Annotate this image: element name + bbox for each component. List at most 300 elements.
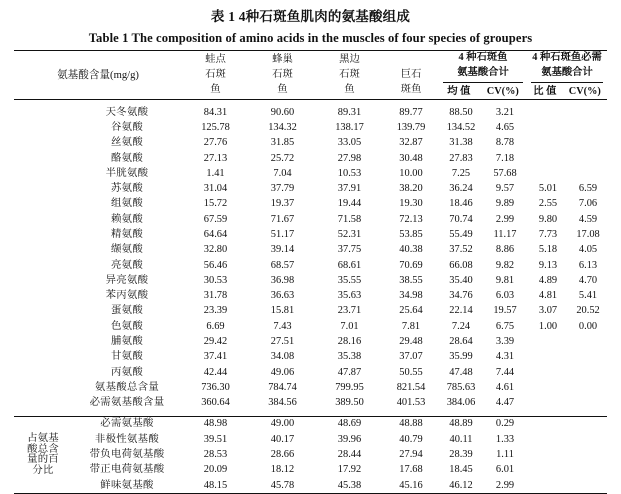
cell-value: 9.81 [495,274,515,286]
cell-value: 46.12 [449,479,473,491]
cell-value: 40.11 [449,433,473,445]
cell-value: 37.07 [399,351,423,363]
cell-value: 8.86 [495,244,515,256]
group-essential-subheaders [527,84,607,100]
cell-value: 68.61 [337,259,362,271]
cell-value [527,416,569,432]
cell-value: 5.18 [538,244,558,256]
cell-value [527,463,569,478]
species-3-line1: 黑边 [339,53,360,65]
cell-value: 19.30 [399,198,423,210]
caption-line: 酸总含 [27,443,59,455]
species-2-line3: 鱼 [277,83,288,95]
cell-value: 89.31 [337,106,362,118]
cell-value: 27.98 [337,152,362,164]
percent-row-name: 必需氨基酸 [100,418,154,430]
cell-value: 389.50 [335,397,364,409]
table-row [14,432,607,447]
cell-value: 70.69 [399,259,423,271]
percent-row-name: 非极性氨基酸 [94,433,160,445]
cell-value: 38.20 [399,183,423,195]
cell-value: 31.38 [449,137,473,149]
cell-value: 9.13 [538,259,558,271]
row-indent-cell [14,258,72,273]
cell-value: 9.89 [495,198,515,210]
cell-value: 36.24 [449,183,473,195]
cell-value: 9.82 [495,259,515,271]
table-row [14,197,607,212]
cell-value: 45.38 [337,479,362,491]
amino-acid-name: 苏氨酸 [110,183,144,195]
cell-value [569,380,607,395]
cell-value: 51.17 [270,229,295,241]
amino-acid-name: 丙氨酸 [110,366,144,378]
cell-value: 47.87 [337,366,362,378]
species-1-line1: 蛙点 [205,53,226,65]
species-1-line3: 鱼 [210,83,221,95]
table-row [14,319,607,334]
cell-value: 45.78 [270,479,295,491]
row-indent-cell [14,151,72,166]
cell-value: 29.42 [203,336,228,348]
cell-value: 35.38 [337,351,362,363]
amino-acid-name: 丝氨酸 [110,137,144,149]
row-indent-cell [14,335,72,350]
cell-value [569,136,607,151]
cell-value: 37.75 [337,244,362,256]
cell-value [527,380,569,395]
cell-value: 89.77 [399,106,423,118]
cell-value: 8.78 [495,137,515,149]
table-header [14,50,607,99]
caption-line: 量的百 [27,454,59,466]
cell-value [527,136,569,151]
cell-value: 9.80 [538,213,558,225]
cell-value: 7.43 [273,320,292,332]
cell-value: 31.04 [203,183,228,195]
cell-value [569,478,607,494]
table-row [14,416,607,432]
cell-value: 7.24 [451,320,471,332]
cell-value: 48.98 [203,418,228,430]
cell-value: 384.06 [446,397,476,409]
table-row [14,478,607,494]
cell-value: 47.48 [449,366,473,378]
cell-value: 0.00 [578,320,598,332]
amino-acid-name: 半胱氨酸 [105,167,149,179]
cell-value: 6.01 [495,464,515,476]
cell-value: 6.75 [495,320,515,332]
cell-value: 34.76 [449,290,473,302]
table-row [14,212,607,227]
cell-value: 42.44 [203,366,228,378]
cell-value: 4.81 [538,290,558,302]
cell-value [569,105,607,120]
table-row [14,380,607,395]
table-row [14,228,607,243]
cell-value: 4.47 [495,397,515,409]
cell-value [569,335,607,350]
cell-value: 57.68 [493,167,517,179]
cell-value: 37.79 [270,183,295,195]
row-indent-cell [14,365,72,380]
amino-acid-composition-table [14,50,607,494]
cell-value: 53.85 [399,229,423,241]
cell-value: 4.65 [495,122,515,134]
cell-value: 40.79 [399,433,423,445]
row-indent-cell [14,121,72,136]
species-3-line3: 鱼 [344,83,355,95]
cell-value [527,396,569,411]
cell-value: 138.17 [335,122,364,134]
species-4-line1: 巨石 [400,68,422,80]
cell-value: 799.95 [335,381,364,393]
cell-value: 4.59 [578,213,598,225]
cell-value [569,166,607,181]
species-3-line2: 石斑 [339,68,360,80]
amino-acid-name: 组氨酸 [110,198,144,210]
cell-value: 23.71 [337,305,362,317]
amino-acid-name: 酪氨酸 [110,152,144,164]
cell-value: 4.31 [495,351,515,363]
cell-value: 7.44 [495,366,515,378]
header-species-3 [316,50,383,99]
table-title-chinese: 表 1 4种石斑鱼肌肉的氨基酸组成 [210,9,411,24]
row-indent-cell [14,289,72,304]
row-indent-cell [14,396,72,411]
subheader-mean: 均 值 [447,85,471,97]
amino-acid-name: 脯氨酸 [110,336,144,348]
cell-value: 29.48 [399,336,423,348]
cell-value: 35.63 [337,290,362,302]
row-indent-cell [14,350,72,365]
table-row [14,166,607,181]
cell-value: 25.72 [270,152,295,164]
cell-value: 18.45 [449,464,473,476]
cell-value: 28.16 [337,336,362,348]
cell-value: 4.05 [578,244,598,256]
cell-value: 20.09 [203,464,228,476]
table-row [14,105,607,120]
row-indent-cell [14,166,72,181]
header-row [14,50,607,99]
cell-value: 49.00 [270,418,295,430]
cell-value: 7.18 [495,152,515,164]
cell-value: 68.57 [270,259,295,271]
cell-value: 1.00 [538,320,558,332]
cell-value: 18.12 [270,464,295,476]
cell-value [527,432,569,447]
cell-value: 27.94 [399,448,423,460]
cell-value: 72.13 [399,213,423,225]
cell-value [527,151,569,166]
cell-value: 48.89 [449,418,473,430]
cell-value: 6.69 [206,320,225,332]
cell-value: 2.99 [495,479,515,491]
cell-value [527,105,569,120]
cell-value: 360.64 [201,397,230,409]
cell-value [527,448,569,463]
cell-value: 0.29 [495,418,515,430]
row-indent-cell [14,228,72,243]
cell-value: 4.89 [538,274,558,286]
percent-row-name: 鲜味氨基酸 [100,479,154,491]
cell-value: 7.06 [578,198,598,210]
cell-value: 134.32 [268,122,297,134]
cell-value: 27.51 [270,336,295,348]
header-amino-acid-content: 氨基酸含量(mg/g) [57,69,139,81]
cell-value [569,448,607,463]
cell-value [569,432,607,447]
cell-value: 401.53 [396,397,426,409]
percent-section-caption [14,416,72,493]
amino-acid-name: 必需氨基酸含量 [89,397,165,409]
row-indent-cell [14,197,72,212]
table-title-english: Table 1 The composition of amino acids in the muscles of four species of groupers [88,30,533,45]
cell-value: 36.98 [270,274,295,286]
table-row [14,463,607,478]
amino-acid-name: 色氨酸 [110,320,144,332]
cell-value: 7.04 [273,167,292,179]
header-group-total [439,50,527,99]
cell-value [527,365,569,380]
cell-value: 9.57 [495,183,515,195]
cell-value: 4.70 [578,274,598,286]
cell-value: 4.61 [495,381,515,393]
cell-value: 6.03 [495,290,515,302]
group-essential-line1: 4 种石斑鱼必需 [532,51,602,63]
cell-value [569,121,607,136]
table-body-main [14,100,607,417]
cell-value: 384.56 [268,397,297,409]
cell-value: 15.72 [203,198,228,210]
cell-value: 30.53 [203,274,228,286]
cell-value: 39.51 [203,433,228,445]
cell-value: 17.92 [337,464,362,476]
percent-row-name: 带正电荷氨基酸 [89,464,165,476]
table-body-percent [14,416,607,493]
cell-value: 19.44 [337,198,362,210]
amino-acid-name: 氨基酸总含量 [94,381,160,393]
cell-value: 27.13 [203,152,228,164]
row-indent-cell [14,136,72,151]
cell-value: 33.05 [337,137,362,149]
cell-value: 28.53 [203,448,228,460]
cell-value: 17.08 [576,229,600,241]
cell-value: 28.66 [270,448,295,460]
cell-value: 37.41 [203,351,228,363]
cell-value: 6.13 [578,259,598,271]
cell-value: 15.81 [270,305,295,317]
cell-value: 2.55 [538,198,558,210]
cell-value: 28.39 [449,448,473,460]
row-indent-cell [14,273,72,288]
cell-value: 37.52 [449,244,473,256]
table-row [14,304,607,319]
caption-line: 占氨基 [27,433,59,445]
row-indent-cell [14,380,72,395]
cell-value: 1.41 [206,167,225,179]
cell-value: 64.64 [203,229,228,241]
cell-value: 66.08 [449,259,473,271]
species-1-line2: 石斑 [205,68,226,80]
cell-value: 27.76 [203,137,228,149]
cell-value: 71.58 [337,213,362,225]
cell-value: 67.59 [203,213,228,225]
cell-value: 39.14 [270,244,295,256]
cell-value: 28.64 [449,336,473,348]
cell-value: 7.81 [401,320,421,332]
table-row [14,258,607,273]
amino-acid-name: 赖氨酸 [110,213,144,225]
cell-value: 70.74 [449,213,473,225]
cell-value: 2.99 [495,213,515,225]
species-4-line2: 斑鱼 [400,83,422,95]
group-total-line2: 氨基酸合计 [443,66,523,83]
amino-acid-name: 谷氨酸 [110,122,144,134]
cell-value [569,396,607,411]
table-row [14,335,607,350]
table-row [14,182,607,197]
cell-value: 84.31 [203,106,228,118]
cell-value [527,166,569,181]
cell-value [527,350,569,365]
cell-value: 784.74 [268,381,297,393]
header-species-1 [182,50,249,99]
cell-value [569,463,607,478]
table-row [14,121,607,136]
amino-acid-name: 天冬氨酸 [105,106,149,118]
cell-value: 11.17 [493,229,517,241]
species-2-line1: 蜂巢 [272,53,293,65]
cell-value [569,350,607,365]
row-indent-cell [14,212,72,227]
cell-value: 50.55 [399,366,423,378]
cell-value [569,365,607,380]
cell-value: 88.50 [449,106,473,118]
cell-value: 35.99 [449,351,473,363]
cell-value: 6.59 [578,183,598,195]
percent-row-name: 带负电荷氨基酸 [89,448,165,460]
cell-value: 32.80 [203,244,228,256]
cell-value: 3.39 [495,336,515,348]
table-row [14,151,607,166]
cell-value: 34.08 [270,351,295,363]
cell-value: 3.07 [538,305,558,317]
cell-value: 18.46 [449,198,473,210]
cell-value: 45.16 [399,479,423,491]
cell-value: 56.46 [203,259,228,271]
table-row [14,273,607,288]
cell-value: 7.73 [538,229,558,241]
cell-value: 40.17 [270,433,295,445]
cell-value: 7.25 [451,167,471,179]
cell-value: 125.78 [201,122,230,134]
cell-value: 19.57 [493,305,517,317]
table-row [14,243,607,258]
cell-value: 10.53 [337,167,362,179]
cell-value: 31.85 [270,137,295,149]
row-indent-cell [14,105,72,120]
cell-value [569,151,607,166]
cell-value: 32.87 [399,137,423,149]
cell-value: 28.44 [337,448,362,460]
subheader-cv-essential: CV(%) [568,85,601,97]
cell-value: 36.63 [270,290,295,302]
group-total-subheaders [439,84,527,100]
cell-value: 736.30 [201,381,230,393]
cell-value: 37.91 [337,183,362,195]
cell-value: 48.88 [399,418,423,430]
amino-acid-name: 苯丙氨酸 [105,290,149,302]
cell-value: 48.69 [337,418,362,430]
header-species-4 [383,50,439,99]
cell-value: 821.54 [396,381,426,393]
cell-value [527,121,569,136]
cell-value: 1.33 [495,433,515,445]
group-essential-line2: 氨基酸合计 [531,66,603,83]
cell-value: 30.48 [399,152,423,164]
cell-value: 71.67 [270,213,295,225]
cell-value: 90.60 [270,106,295,118]
amino-acid-name: 异亮氨酸 [105,274,149,286]
cell-value: 39.96 [337,433,362,445]
cell-value: 48.15 [203,479,228,491]
cell-value: 27.83 [449,152,473,164]
cell-value [527,335,569,350]
amino-acid-name: 精氨酸 [110,229,144,241]
cell-value: 49.06 [270,366,295,378]
row-indent-cell [14,319,72,334]
caption-line: 分比 [32,464,54,476]
cell-value: 55.49 [449,229,473,241]
cell-value: 1.11 [496,448,514,460]
subheader-cv: CV(%) [486,85,519,97]
cell-value: 134.52 [446,122,476,134]
cell-value: 139.79 [396,122,426,134]
cell-value: 31.78 [203,290,228,302]
subheader-ratio: 比 值 [533,85,557,97]
amino-acid-name: 缬氨酸 [110,244,144,256]
table-row [14,289,607,304]
amino-acid-name: 蛋氨酸 [110,305,144,317]
cell-value: 52.31 [337,229,362,241]
cell-value: 5.01 [538,183,558,195]
row-indent-cell [14,182,72,197]
cell-value: 25.64 [399,305,423,317]
cell-value: 5.41 [578,290,598,302]
amino-acid-name: 甘氨酸 [110,351,144,363]
group-total-line1: 4 种石斑鱼 [458,51,508,63]
table-row [14,448,607,463]
header-group-essential [527,50,607,99]
table-row [14,396,607,411]
row-indent-cell [14,304,72,319]
cell-value: 34.98 [399,290,423,302]
cell-value: 35.40 [449,274,473,286]
header-species-2 [249,50,316,99]
cell-value: 17.68 [399,464,423,476]
cell-value: 35.55 [337,274,362,286]
cell-value: 22.14 [449,305,473,317]
cell-value: 19.37 [270,198,295,210]
table-row [14,350,607,365]
amino-acid-name: 亮氨酸 [110,259,144,271]
cell-value: 3.21 [495,106,515,118]
row-indent-cell [14,243,72,258]
table-row [14,136,607,151]
cell-value: 40.38 [399,244,423,256]
